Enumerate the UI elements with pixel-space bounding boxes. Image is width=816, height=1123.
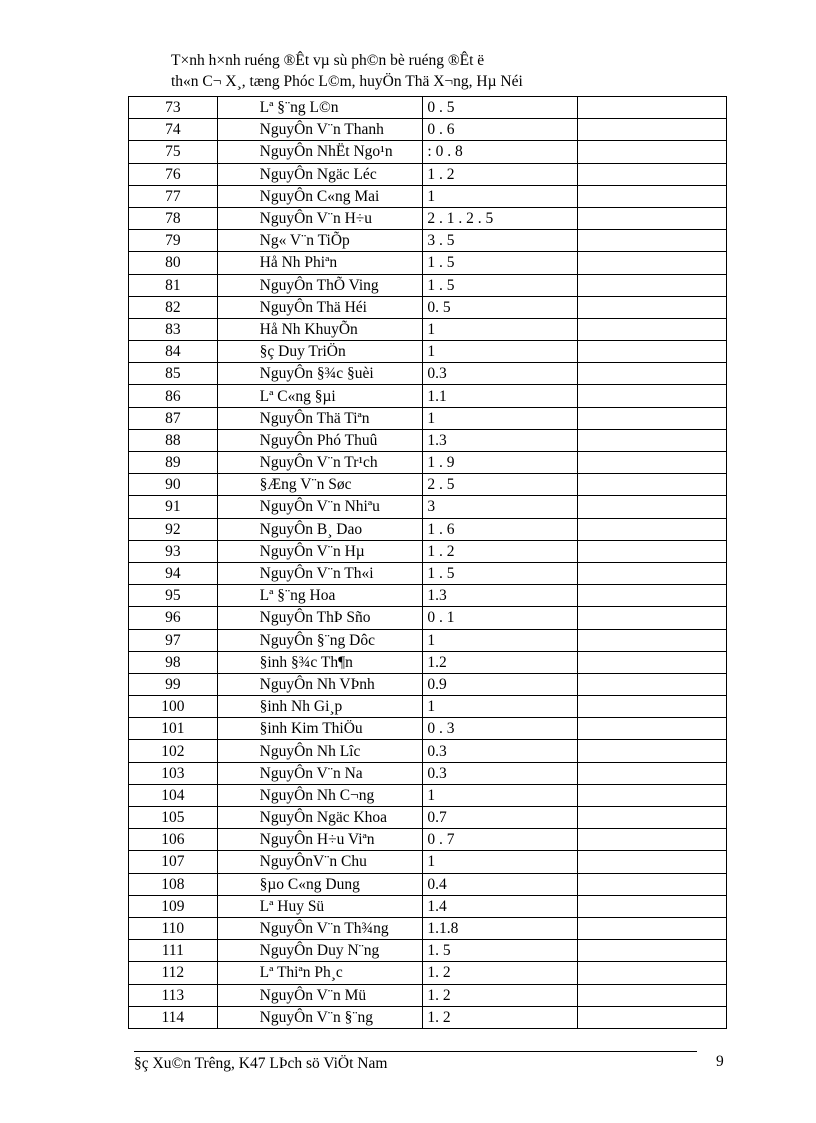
row-number-cell: 91 [129, 496, 218, 518]
table-row [129, 429, 727, 451]
owner-name-cell: NguyÔn H÷u Viªn [217, 829, 423, 851]
empty-cell [578, 740, 727, 762]
land-area-cell: 2 . 5 [423, 474, 578, 496]
owner-name-cell: Lª Thiªn Ph¸c [217, 962, 423, 984]
empty-cell [578, 673, 727, 695]
table-row [129, 696, 727, 718]
table-row [129, 1006, 727, 1028]
empty-cell [578, 851, 727, 873]
owner-name-cell: NguyÔn Thä Héi [217, 296, 423, 318]
land-area-cell: 1 [423, 341, 578, 363]
row-number-cell: 105 [129, 807, 218, 829]
row-number-cell: 96 [129, 607, 218, 629]
row-number-cell: 97 [129, 629, 218, 651]
owner-name-cell: Lª §¨ng Hoa [217, 585, 423, 607]
empty-cell [578, 119, 727, 141]
land-area-cell: 1.2 [423, 651, 578, 673]
empty-cell [578, 784, 727, 806]
land-area-cell: 2 . 1 . 2 . 5 [423, 207, 578, 229]
table-row [129, 474, 727, 496]
table-row [129, 363, 727, 385]
table-row [129, 230, 727, 252]
owner-name-cell: Hå Nh Phiªn [217, 252, 423, 274]
land-area-cell: 1 . 6 [423, 518, 578, 540]
empty-cell [578, 496, 727, 518]
owner-name-cell: NguyÔn V¨n Mü [217, 984, 423, 1006]
owner-name-cell: NguyÔn Ngäc Khoa [217, 807, 423, 829]
land-area-cell: 0 . 7 [423, 829, 578, 851]
empty-cell [578, 163, 727, 185]
row-number-cell: 113 [129, 984, 218, 1006]
row-number-cell: 80 [129, 252, 218, 274]
row-number-cell: 108 [129, 873, 218, 895]
row-number-cell: 103 [129, 762, 218, 784]
land-area-cell: 0. 5 [423, 296, 578, 318]
table-row [129, 163, 727, 185]
row-number-cell: 94 [129, 562, 218, 584]
row-number-cell: 74 [129, 119, 218, 141]
row-number-cell: 100 [129, 696, 218, 718]
land-area-cell: 1.1.8 [423, 917, 578, 939]
empty-cell [578, 651, 727, 673]
empty-cell [578, 917, 727, 939]
table-row [129, 807, 727, 829]
table-row [129, 851, 727, 873]
row-number-cell: 79 [129, 230, 218, 252]
land-area-cell: 0.3 [423, 363, 578, 385]
owner-name-cell: Ng« V¨n TiÕp [217, 230, 423, 252]
land-area-cell: 1 [423, 851, 578, 873]
empty-cell [578, 207, 727, 229]
table-row [129, 496, 727, 518]
owner-name-cell: NguyÔn §¨ng Dôc [217, 629, 423, 651]
row-number-cell: 112 [129, 962, 218, 984]
table-row [129, 296, 727, 318]
table-row [129, 740, 727, 762]
table-row [129, 673, 727, 695]
table-row [129, 274, 727, 296]
row-number-cell: 104 [129, 784, 218, 806]
empty-cell [578, 518, 727, 540]
land-area-cell: 1 . 9 [423, 452, 578, 474]
owner-name-cell: §inh Nh Gi¸p [217, 696, 423, 718]
table-row [129, 607, 727, 629]
land-area-cell: 1. 2 [423, 962, 578, 984]
land-area-cell: 1 [423, 407, 578, 429]
owner-name-cell: §Æng V¨n Søc [217, 474, 423, 496]
land-area-cell: 1 . 2 [423, 540, 578, 562]
land-area-cell: 1. 5 [423, 940, 578, 962]
land-table [128, 96, 727, 1029]
row-number-cell: 107 [129, 851, 218, 873]
row-number-cell: 81 [129, 274, 218, 296]
owner-name-cell: NguyÔn V¨n Thanh [217, 119, 423, 141]
empty-cell [578, 341, 727, 363]
land-area-cell: : 0 . 8 [423, 141, 578, 163]
owner-name-cell: NguyÔn Nh Lîc [217, 740, 423, 762]
empty-cell [578, 895, 727, 917]
row-number-cell: 111 [129, 940, 218, 962]
table-row [129, 629, 727, 651]
row-number-cell: 93 [129, 540, 218, 562]
land-area-cell: 1 [423, 318, 578, 340]
owner-name-cell: NguyÔn V¨n H÷u [217, 207, 423, 229]
row-number-cell: 89 [129, 452, 218, 474]
row-number-cell: 99 [129, 673, 218, 695]
land-area-cell: 0.3 [423, 740, 578, 762]
owner-name-cell: NguyÔn §¾c §uèi [217, 363, 423, 385]
owner-name-cell: NguyÔn V¨n §¨ng [217, 1006, 423, 1028]
owner-name-cell: §inh Kim ThiÖu [217, 718, 423, 740]
empty-cell [578, 429, 727, 451]
table-row [129, 585, 727, 607]
row-number-cell: 101 [129, 718, 218, 740]
land-area-cell: 0 . 5 [423, 97, 578, 119]
table-row [129, 917, 727, 939]
owner-name-cell: NguyÔn V¨n Th«i [217, 562, 423, 584]
empty-cell [578, 274, 727, 296]
table-row [129, 407, 727, 429]
owner-name-cell: NguyÔnV¨n Chu [217, 851, 423, 873]
table-row [129, 984, 727, 1006]
empty-cell [578, 363, 727, 385]
table-row [129, 97, 727, 119]
table-row [129, 829, 727, 851]
owner-name-cell: §µo C«ng Dung [217, 873, 423, 895]
row-number-cell: 95 [129, 585, 218, 607]
row-number-cell: 114 [129, 1006, 218, 1028]
empty-cell [578, 230, 727, 252]
document-title [171, 50, 731, 92]
owner-name-cell: NguyÔn Nh VÞnh [217, 673, 423, 695]
row-number-cell: 85 [129, 363, 218, 385]
table-row [129, 185, 727, 207]
empty-cell [578, 407, 727, 429]
empty-cell [578, 962, 727, 984]
land-area-cell: 1.3 [423, 585, 578, 607]
land-area-cell: 1 [423, 696, 578, 718]
empty-cell [578, 452, 727, 474]
land-area-cell: 1.3 [423, 429, 578, 451]
empty-cell [578, 185, 727, 207]
land-area-cell: 0.4 [423, 873, 578, 895]
row-number-cell: 90 [129, 474, 218, 496]
owner-name-cell: NguyÔn Duy N¨ng [217, 940, 423, 962]
row-number-cell: 98 [129, 651, 218, 673]
owner-name-cell: NguyÔn ThÞ Sño [217, 607, 423, 629]
empty-cell [578, 540, 727, 562]
table-row [129, 518, 727, 540]
empty-cell [578, 296, 727, 318]
land-area-cell: 1. 2 [423, 984, 578, 1006]
empty-cell [578, 718, 727, 740]
table-row [129, 873, 727, 895]
owner-name-cell: NguyÔn V¨n Tr¹ch [217, 452, 423, 474]
row-number-cell: 84 [129, 341, 218, 363]
owner-name-cell: §inh §¾c Th¶n [217, 651, 423, 673]
row-number-cell: 87 [129, 407, 218, 429]
land-area-cell: 1 [423, 629, 578, 651]
empty-cell [578, 829, 727, 851]
owner-name-cell: NguyÔn Phó Thuû [217, 429, 423, 451]
row-number-cell: 75 [129, 141, 218, 163]
row-number-cell: 110 [129, 917, 218, 939]
row-number-cell: 76 [129, 163, 218, 185]
land-area-cell: 3 . 5 [423, 230, 578, 252]
table-row [129, 252, 727, 274]
row-number-cell: 83 [129, 318, 218, 340]
table-row [129, 651, 727, 673]
land-area-cell: 1 . 5 [423, 274, 578, 296]
owner-name-cell: NguyÔn C«ng Mai [217, 185, 423, 207]
empty-cell [578, 696, 727, 718]
table-row [129, 207, 727, 229]
owner-name-cell: NguyÔn Nh C¬ng [217, 784, 423, 806]
land-area-cell: 0 . 3 [423, 718, 578, 740]
table-row [129, 119, 727, 141]
empty-cell [578, 585, 727, 607]
land-area-cell: 1. 2 [423, 1006, 578, 1028]
owner-name-cell: Lª Huy Sü [217, 895, 423, 917]
empty-cell [578, 318, 727, 340]
empty-cell [578, 97, 727, 119]
land-area-cell: 3 [423, 496, 578, 518]
empty-cell [578, 873, 727, 895]
empty-cell [578, 385, 727, 407]
table-row [129, 141, 727, 163]
empty-cell [578, 807, 727, 829]
owner-name-cell: Lª §¨ng L©n [217, 97, 423, 119]
empty-cell [578, 562, 727, 584]
empty-cell [578, 984, 727, 1006]
table-row [129, 962, 727, 984]
empty-cell [578, 607, 727, 629]
empty-cell [578, 940, 727, 962]
land-area-cell: 1 [423, 784, 578, 806]
owner-name-cell: NguyÔn Ngäc Léc [217, 163, 423, 185]
row-number-cell: 73 [129, 97, 218, 119]
owner-name-cell: §ç Duy TriÖn [217, 341, 423, 363]
row-number-cell: 86 [129, 385, 218, 407]
owner-name-cell: NguyÔn V¨n Na [217, 762, 423, 784]
owner-name-cell: NguyÔn V¨n Th¾ng [217, 917, 423, 939]
row-number-cell: 106 [129, 829, 218, 851]
row-number-cell: 109 [129, 895, 218, 917]
land-area-cell: 1.4 [423, 895, 578, 917]
owner-name-cell: NguyÔn ThÕ Ving [217, 274, 423, 296]
empty-cell [578, 1006, 727, 1028]
land-area-cell: 0 . 1 [423, 607, 578, 629]
land-area-cell: 0.3 [423, 762, 578, 784]
land-table-body [129, 97, 727, 1029]
table-row [129, 762, 727, 784]
table-row [129, 452, 727, 474]
title-line-1: T×nh h×nh ruéng ®Êt vµ sù ph©n bè ruéng ®Êt ë [171, 52, 485, 69]
land-area-cell: 1 . 2 [423, 163, 578, 185]
empty-cell [578, 141, 727, 163]
row-number-cell: 102 [129, 740, 218, 762]
owner-name-cell: NguyÔn V¨n Nhiªu [217, 496, 423, 518]
owner-name-cell: Hå Nh KhuyÕn [217, 318, 423, 340]
land-area-cell: 1 . 5 [423, 252, 578, 274]
table-row [129, 385, 727, 407]
owner-name-cell: NguyÔn B¸ Dao [217, 518, 423, 540]
row-number-cell: 77 [129, 185, 218, 207]
land-area-cell: 0 . 6 [423, 119, 578, 141]
land-area-cell: 1.1 [423, 385, 578, 407]
row-number-cell: 92 [129, 518, 218, 540]
table-row [129, 562, 727, 584]
table-row [129, 341, 727, 363]
owner-name-cell: NguyÔn NhËt Ngo¹n [217, 141, 423, 163]
empty-cell [578, 474, 727, 496]
footer-author: §ç Xu©n Trêng, K47 LÞch sö ViÖt Nam [134, 1055, 388, 1072]
empty-cell [578, 252, 727, 274]
owner-name-cell: NguyÔn V¨n Hµ [217, 540, 423, 562]
row-number-cell: 78 [129, 207, 218, 229]
table-row [129, 718, 727, 740]
table-row [129, 784, 727, 806]
row-number-cell: 88 [129, 429, 218, 451]
row-number-cell: 82 [129, 296, 218, 318]
land-area-cell: 0.7 [423, 807, 578, 829]
table-row [129, 940, 727, 962]
footer-divider [134, 1051, 697, 1052]
table-row [129, 540, 727, 562]
land-area-cell: 1 [423, 185, 578, 207]
table-row [129, 318, 727, 340]
land-area-cell: 0.9 [423, 673, 578, 695]
page-number: 9 [716, 1053, 724, 1070]
empty-cell [578, 762, 727, 784]
owner-name-cell: Lª C«ng §µi [217, 385, 423, 407]
empty-cell [578, 629, 727, 651]
table-row [129, 895, 727, 917]
owner-name-cell: NguyÔn Thä Tiªn [217, 407, 423, 429]
title-line-2: th«n C¬ X¸, tæng Phóc L©m, huyÖn Thä X¬ng, Hµ Néi [171, 73, 523, 90]
land-area-cell: 1 . 5 [423, 562, 578, 584]
